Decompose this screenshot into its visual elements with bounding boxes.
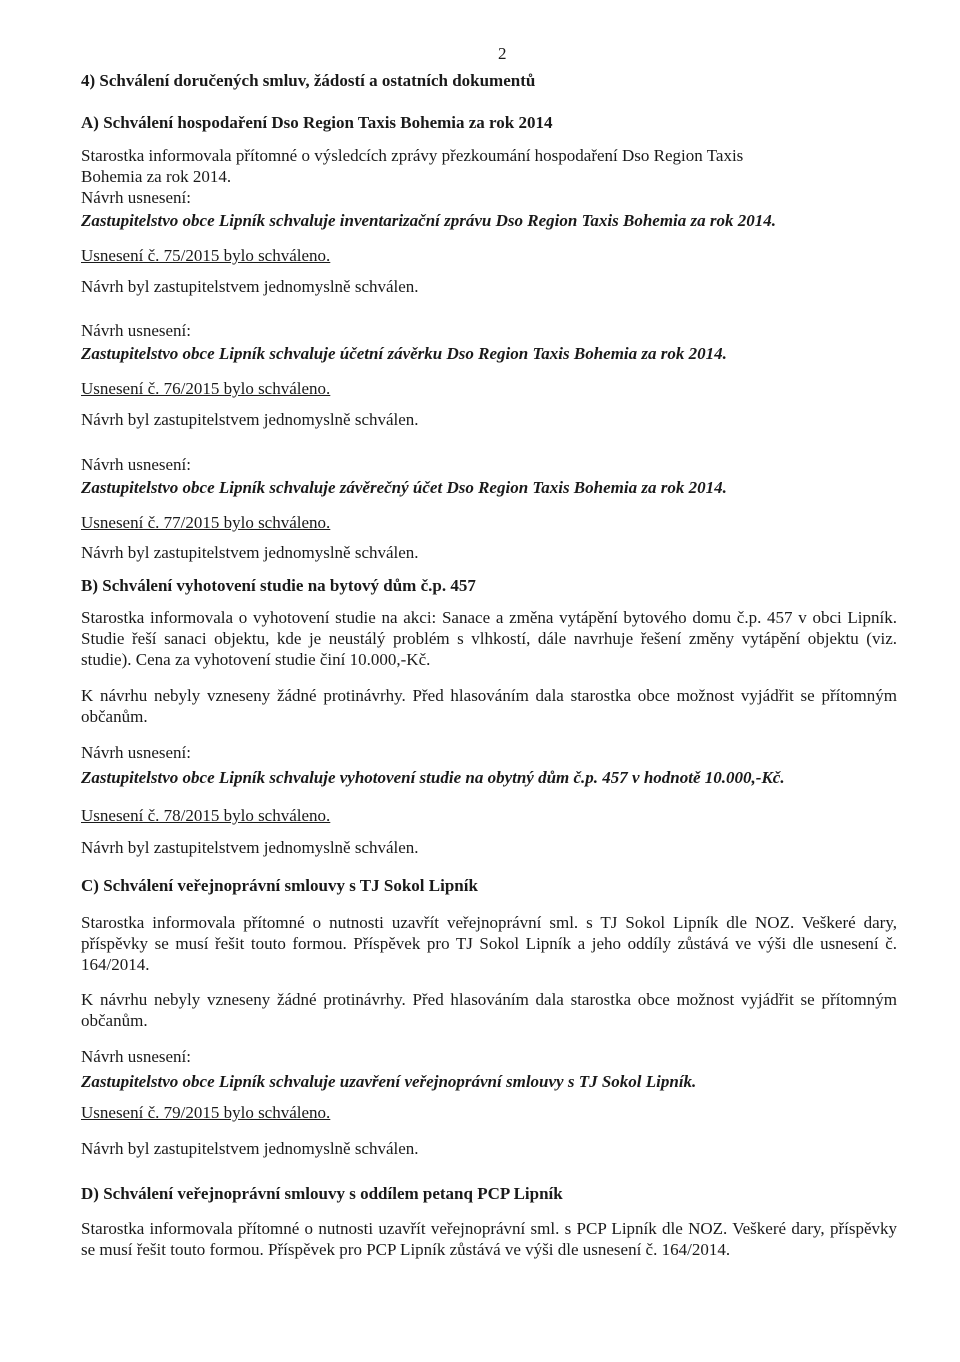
section-d-title: D) Schválení veřejnoprávní smlouvy s oddílem petanq PCP Lipník — [81, 1184, 563, 1203]
vote-result: Návrh byl zastupitelstvem jednomyslně schválen. — [81, 838, 419, 857]
section-c-paragraph-2: K návrhu nebyly vzneseny žádné protinávrhy. Před hlasováním dala starostka obce možnost vyjádřit se přítomným občanům. — [81, 990, 897, 1030]
section-c-paragraph-1: Starostka informovala přítomné o nutnosti uzavřít veřejnoprávní sml. s TJ Sokol Lipník dle NOZ. Veškeré dary, příspěvky se musí řešit touto formou. Příspěvek pro TJ Sokol Lipník a jeho oddíly zůstává ve výši dle usnesení č. 164/2014. — [81, 913, 897, 974]
resolution-text: Zastupitelstvo obce Lipník schvaluje účetní závěrku Dso Region Taxis Bohemia za rok 2014. — [81, 344, 727, 363]
section-b-title: B) Schválení vyhotovení studie na bytový dům č.p. 457 — [81, 576, 476, 595]
section-a-intro-line-1: Starostka informovala přítomné o výsledcích zprávy přezkoumání hospodaření Dso Region Taxis — [81, 146, 744, 165]
section-d-paragraph-1: Starostka informovala přítomné o nutnosti uzavřít veřejnoprávní sml. s PCP Lipník dle NOZ. Veškeré dary, příspěvky se musí řešit touto formou. Příspěvek pro PCP Lipník zůstává ve výši dle usnesení č. 164/2014. — [81, 1219, 897, 1259]
section-b-paragraph-1: Starostka informovala o vyhotovení studie na akci: Sanace a změna vytápění bytového domu č.p. 457 v obci Lipník. Studie řeší sanaci objektu, kde je neustálý problém s vlhkostí, dále navrhuje řešení změny vytápění objektu (viz. studie). Cena za vyhotovení studie činí 10.000,-Kč. — [81, 608, 897, 669]
vote-result: Návrh byl zastupitelstvem jednomyslně schválen. — [81, 410, 419, 429]
vote-result: Návrh byl zastupitelstvem jednomyslně schválen. — [81, 277, 419, 296]
proposal-label: Návrh usnesení: — [81, 455, 192, 474]
resolution-text: Zastupitelstvo obce Lipník schvaluje uzavření veřejnoprávní smlouvy s TJ Sokol Lipník. — [81, 1072, 697, 1091]
page-number: 2 — [498, 44, 507, 63]
resolution-status: Usnesení č. 78/2015 bylo schváleno. — [81, 806, 331, 825]
proposal-label: Návrh usnesení: — [81, 321, 192, 340]
section-a-title: A) Schválení hospodaření Dso Region Taxis Bohemia za rok 2014 — [81, 113, 553, 132]
section-b-paragraph-2: K návrhu nebyly vzneseny žádné protinávrhy. Před hlasováním dala starostka obce možnost vyjádřit se přítomným občanům. — [81, 686, 897, 726]
resolution-text: Zastupitelstvo obce Lipník schvaluje inventarizační zprávu Dso Region Taxis Bohemia za rok 2014. — [81, 211, 776, 230]
section-a-intro-line-2: Bohemia za rok 2014. — [81, 167, 232, 186]
resolution-status: Usnesení č. 77/2015 bylo schváleno. — [81, 513, 331, 532]
vote-result: Návrh byl zastupitelstvem jednomyslně schválen. — [81, 543, 419, 562]
proposal-label: Návrh usnesení: — [81, 1047, 192, 1066]
proposal-label: Návrh usnesení: — [81, 188, 192, 207]
section-c-title: C) Schválení veřejnoprávní smlouvy s TJ Sokol Lipník — [81, 876, 478, 895]
resolution-text: Zastupitelstvo obce Lipník schvaluje vyhotovení studie na obytný dům č.p. 457 v hodnotě 10.000,-Kč. — [81, 768, 785, 787]
resolution-status: Usnesení č. 79/2015 bylo schváleno. — [81, 1103, 331, 1122]
resolution-status: Usnesení č. 75/2015 bylo schváleno. — [81, 246, 331, 265]
proposal-label: Návrh usnesení: — [81, 743, 192, 762]
vote-result: Návrh byl zastupitelstvem jednomyslně schválen. — [81, 1139, 419, 1158]
section-heading: 4) Schválení doručených smluv, žádostí a ostatních dokumentů — [81, 71, 536, 90]
resolution-text: Zastupitelstvo obce Lipník schvaluje závěrečný účet Dso Region Taxis Bohemia za rok 2014. — [81, 478, 727, 497]
resolution-status: Usnesení č. 76/2015 bylo schváleno. — [81, 379, 331, 398]
